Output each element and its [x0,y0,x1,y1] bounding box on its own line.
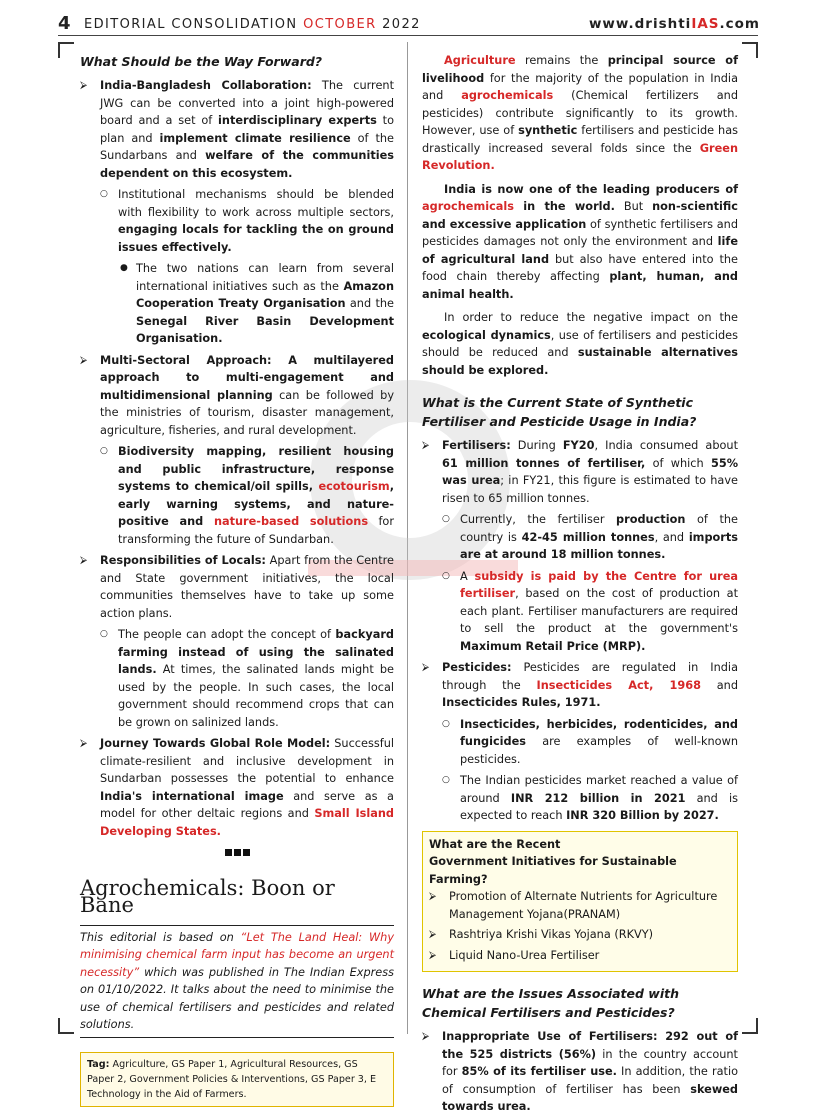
header-rule [58,35,758,36]
left-column [80,52,394,1107]
site-url[interactable]: www.drishtiIAS.com [588,16,760,32]
initiative-item: ⮚ Liquid Nano-Urea Fertiliser [429,948,600,962]
sub-bullet-institutional: ○ Institutional mechanisms should be blended with flexibility to work across multiple sectors, engaging locals for tackling the on ground issues effectively. [100,188,394,254]
initiatives-box [422,831,738,973]
bullet-multi-sectoral: ⮚ Multi-Sectoral Approach: A multilayered approach to multi-engagement and multidimensional planning can be followed by the ministries of tourism, disaster management, agriculture, fisheries, and rural development. [80,353,395,437]
page-number: 4 [58,13,71,34]
title-month: OCTOBER [303,17,377,32]
bullet-fertilisers: ⮚ Fertilisers: During FY20, India consumed about 61 million tonnes of fertiliser, of which 55% was urea; in FY21, this figure is estimated to have risen to 65 million tonnes. [422,439,739,505]
bullet-inappropriate-use: ⮚ Inappropriate Use of Fertilisers: 292 out of the 525 districts (56%) in the country account for 85% of its fertiliser use. In addition, the ratio of consumption of fertiliser has been skewed towards urea. [422,1030,738,1113]
paragraph-agriculture: Agriculture remains the principal source of livelihood for the majority of the population in India and agrochemicals (Chemical fertilizers and pesticides) contribute significantly to its growth. However, use of synthetic fertilisers and pesticide has drastically increased several folds since the Green Revolution. [422,54,739,172]
paragraph-reduce-impact: In order to reduce the negative impact on the ecological dynamics, use of fertilisers and pesticides should be reduced and sustainable alternatives should be explored. [422,311,738,377]
sub-bullet-backyard: ○ The people can adopt the concept of backyard farming instead of using the salinated lands. At times, the salinated lands might be used by the people. In such cases, the local government should recommend crops that can be grown on salinized lands. [100,628,394,729]
heading-issues: What are the Issues Associated with Chemical Fertilisers and Pesticides? [422,986,680,1020]
sub-bullet-subsidy: ○ A subsidy is paid by the Centre for urea fertiliser, based on the cost of production at each plant. Fertiliser manufacturers are required to sell the product at the government's Maximum Retail Price (MRP). [442,569,738,653]
sub-bullet-production: ○ Currently, the fertiliser production of the country is 42-45 million tonnes, and imports are at around 18 million tonnes. [442,513,738,561]
paragraph-producers: India is now one of the leading producers of agrochemicals in the world. But non-scientific and excessive application of synthetic fertilisers and pesticides damages not only the environment and life of agricultural land but also have entered into the food chain thereby affecting plant, human, and animal health. [422,182,738,301]
bullet-global-role: ⮚ Journey Towards Global Role Model: Successful climate-resilient and inclusive development in Sundarban possesses the potential to enhance India's international image and serve as a model for other deltaic regions and Small Island Developing States. [80,737,394,838]
subsub-bullet-initiatives: ● The two nations can learn from several international initiatives such as the Amazon Cooperation Treaty Organisation and the Senegal River Basin Development Organisation. [120,262,394,345]
publication-title: EDITORIAL CONSOLIDATION OCTOBER 2022 [84,17,421,32]
editorial-intro: This editorial is based on “Let The Land Heal: Why minimising chemical farm input has become an urgent necessity” which was published in The Indian Express on 01/10/2022. It talks about the need to minimise the use of chemical fertilisers and pesticides and related solutions. [80,925,394,1038]
bullet-locals: ⮚ Responsibilities of Locals: Apart from the Centre and State government initiatives, the local communities themselves have to take up some action plans. [80,554,394,620]
sub-bullet-pesticide-types: ○ Insecticides, herbicides, rodenticides, and fungicides are examples of well-known pesticides. [442,717,738,766]
bullet-pesticides: ⮚ Pesticides: Pesticides are regulated in India through the Insecticides Act, 1968 and Insecticides Rules, 1971. [422,661,738,709]
editorial-source-link[interactable]: “Let The Land Heal: Why minimising chemical farm input has become an urgent necessity” [80,930,395,979]
heading-way-forward: What Should be the Way Forward? [80,54,323,69]
initiative-item: ⮚ Rashtriya Krishi Vikas Yojana (RKVY) [429,928,654,941]
sub-bullet-biodiversity: ○ Biodiversity mapping, resilient housing and public infrastructure, response systems to chemical/oil spills, ecotourism, early warning systems, and nature-positive and nature-based solutions for transforming the future of Sundarban. [100,445,394,546]
heading-current-state: What is the Current State of Synthetic Fertiliser and Pesticide Usage in India? [422,395,697,429]
section-end-marks [80,844,394,862]
initiatives-box-title: What are the Recent Government Initiatives for Sustainable Farming? [429,837,677,886]
tag-box: Tag: Agriculture, GS Paper 1, Agricultural Resources, GS Paper 2, Government Policies & Interventions, GS Paper 3, E Technology in the Aid of Farmers. [80,1052,394,1107]
right-column [422,52,738,1120]
initiative-item: ⮚ Promotion of Alternate Nutrients for Agriculture Management Yojana(PRANAM) [429,890,718,921]
sub-bullet-pesticide-market: ○ The Indian pesticides market reached a value of around INR 212 billion in 2021 and is expected to reach INR 320 Billion by 2027. [442,774,739,822]
bullet-india-bangladesh: ⮚ India-Bangladesh Collaboration: The current JWG can be converted into a joint high-powered board and a set of interdisciplinary experts to plan and implement climate resilience of the Sundarbans and welfare of the communities dependent on this ecosystem. [80,79,395,180]
page-header [58,13,760,35]
article-title: Agrochemicals: Boon or Bane [80,875,335,917]
